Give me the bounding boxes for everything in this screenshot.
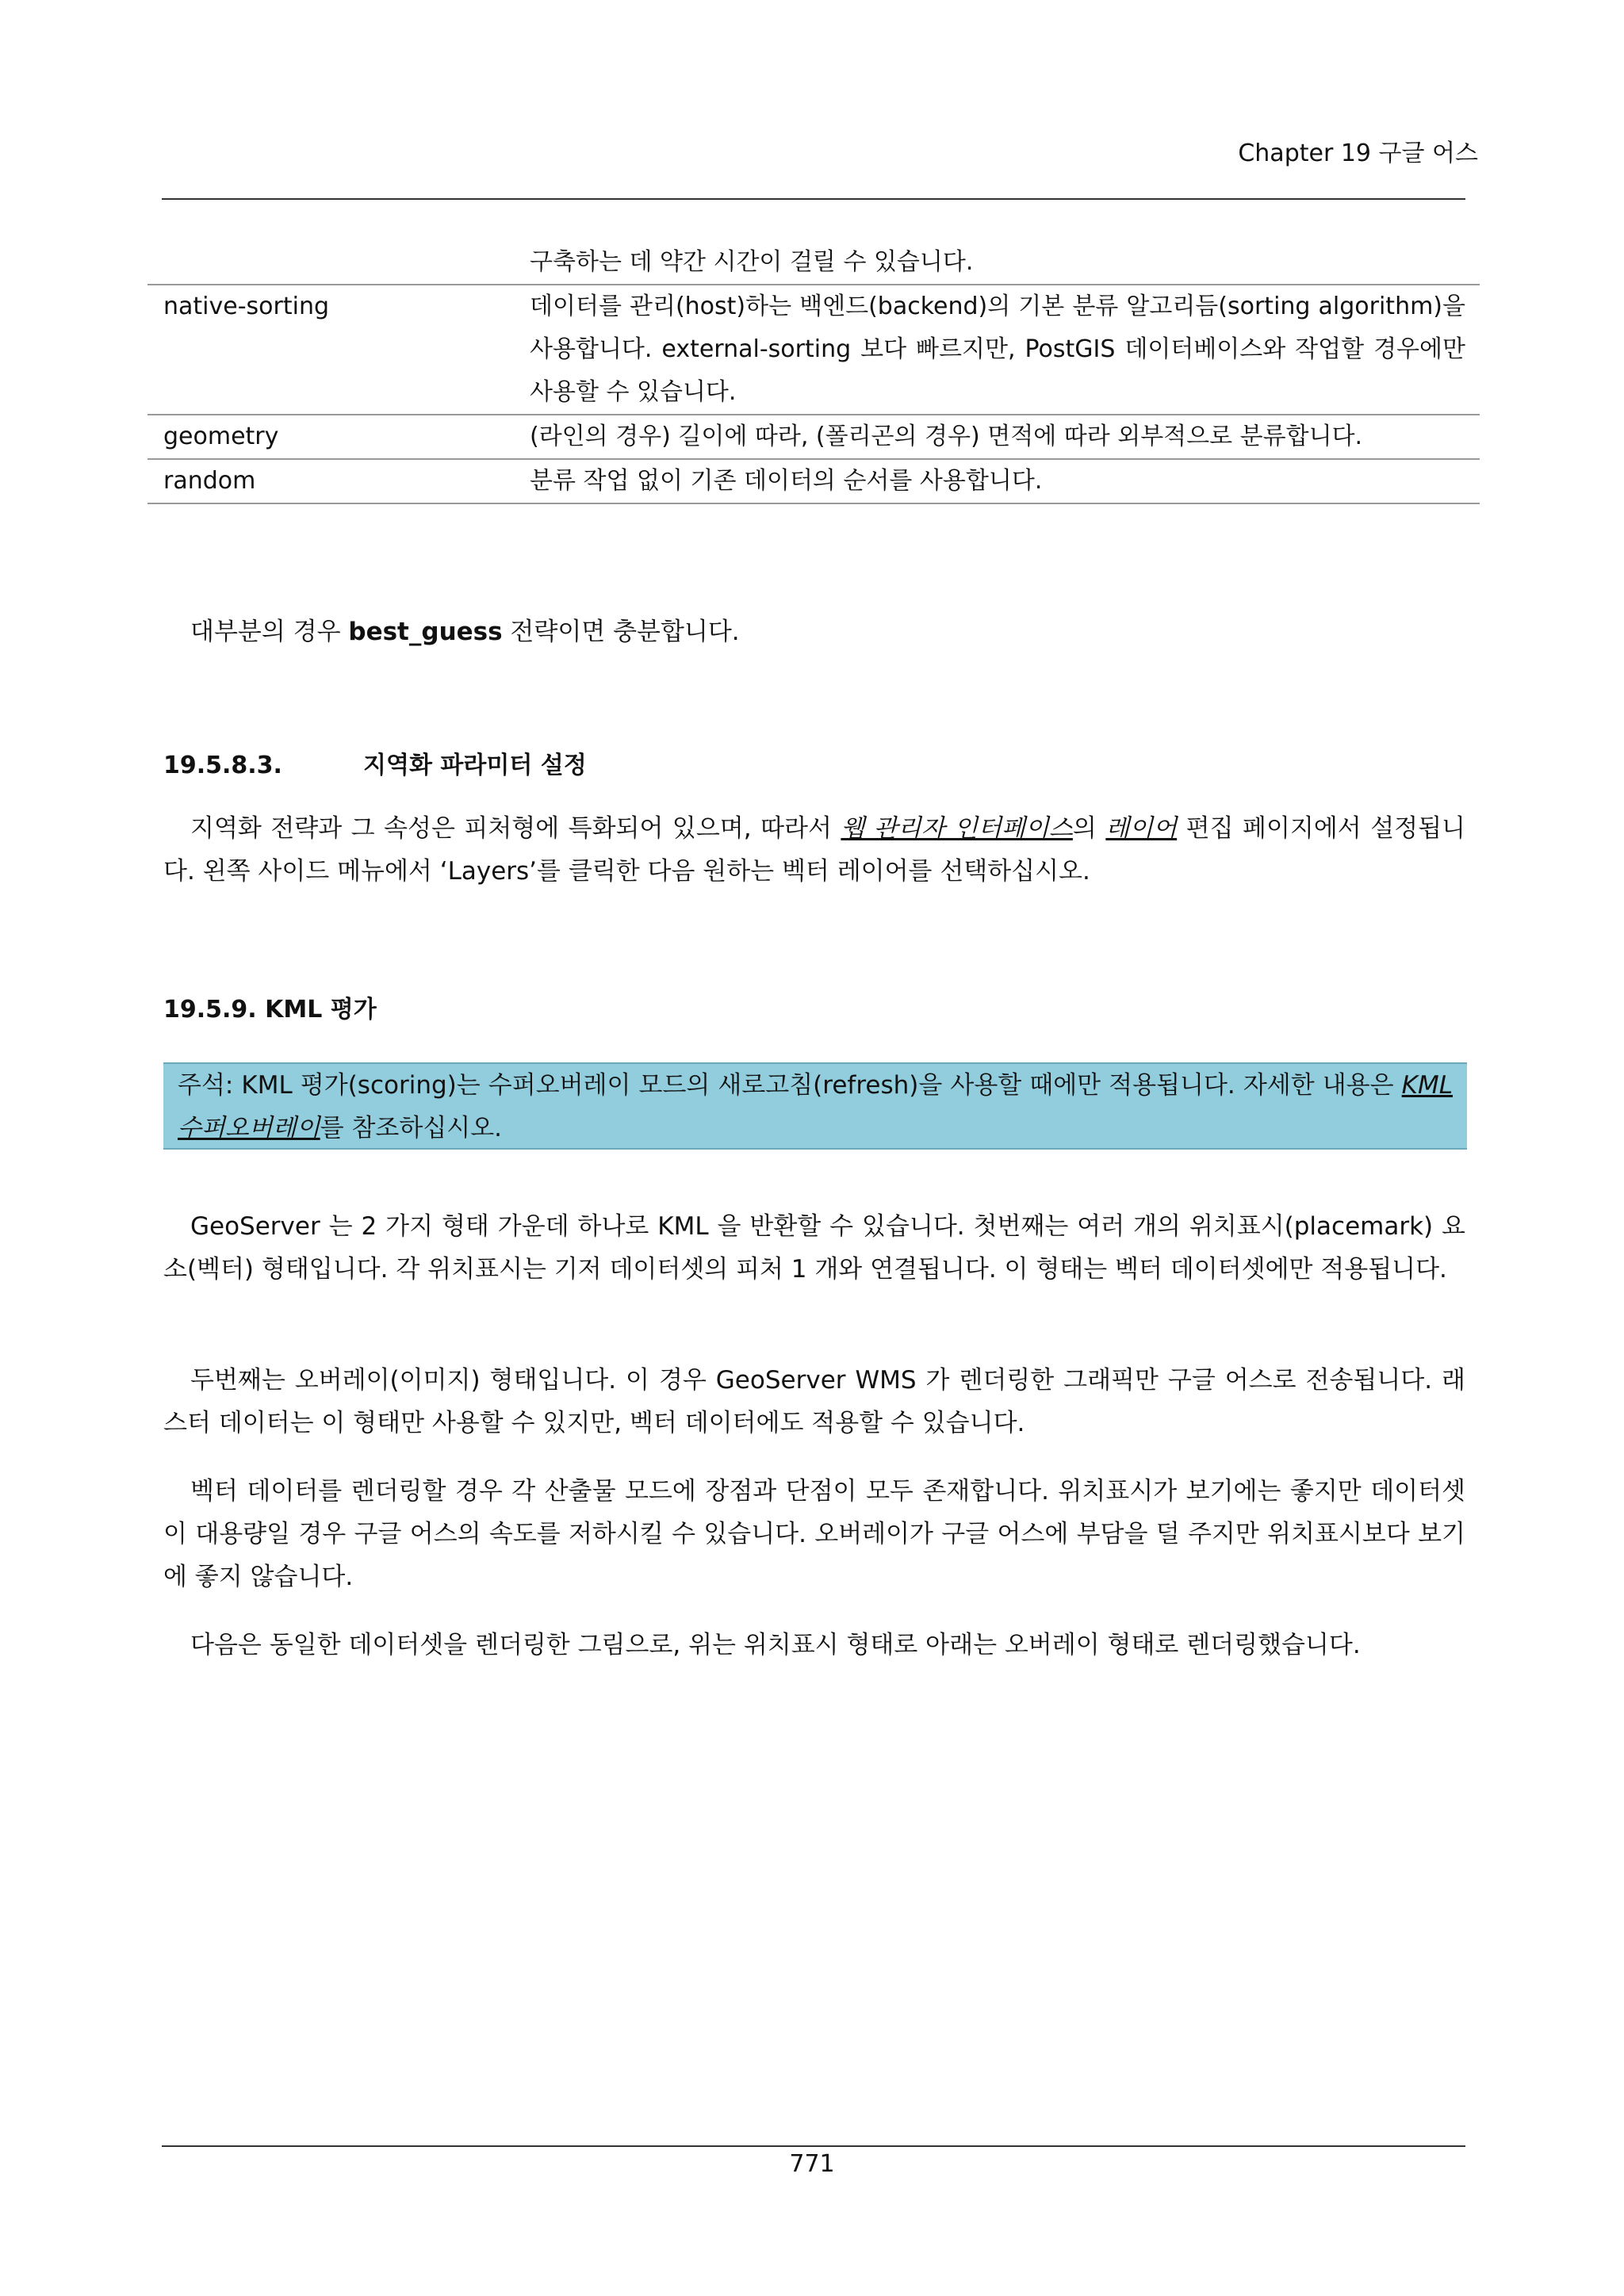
table-cell-desc: 데이터를 관리(host)하는 백엔드(backend)의 기본 분류 알고리듬(sorting algorithm)을 사용합니다. external-sorting 보다 빠르지만, PostGIS 데이터베이스와 작업할 경우에만 사용할 수 있습니다. bbox=[530, 293, 1465, 406]
table-cell-key: geometry bbox=[163, 423, 279, 450]
note-box: 주석: KML 평가(scoring)는 수퍼오버레이 모드의 새로고침(refresh)을 사용할 때에만 적용됩니다. 자세한 내용은 KML 수퍼오버레이를 참조하십시오. bbox=[163, 1062, 1467, 1150]
link-layers[interactable]: 레이어 bbox=[1105, 814, 1178, 843]
paragraph: 벡터 데이터를 렌더링할 경우 각 산출물 모드에 장점과 단점이 모두 존재합니다. 위치표시가 보기에는 좋지만 데이터셋이 대용량일 경우 구글 어스의 속도를 저하시킬 수 있습니다. 오버레이가 구글 어스에 부담을 덜 주지만 위치표시보다 보기에 좋지 않습니다. bbox=[163, 1477, 1465, 1591]
paragraph: 두번째는 오버레이(이미지) 형태입니다. 이 경우 GeoServer WMS 가 렌더링한 그래픽만 구글 어스로 전송됩니다. 래스터 데이터는 이 형태만 사용할 수 있지만, 벡터 데이터에도 적용할 수 있습니다. bbox=[163, 1366, 1465, 1437]
page-number: 771 bbox=[789, 2150, 835, 2178]
paragraph-localize: 지역화 전략과 그 속성은 피처형에 특화되어 있으며, 따라서 웹 관리자 인터페이스의 레이어 편집 페이지에서 설정됩니다. 왼쪽 사이드 메뉴에서 ‘Layers’를 클릭한 다음 원하는 벡터 레이어를 선택하십시오. bbox=[163, 814, 1465, 886]
paragraph: 다음은 동일한 데이터셋을 렌더링한 그림으로, 위는 위치표시 형태로 아래는 오버레이 형태로 렌더링했습니다. bbox=[190, 1631, 1361, 1659]
section-heading-1959: 19.5.9. KML 평가 bbox=[163, 996, 377, 1024]
strategy-name: best_guess bbox=[348, 618, 503, 646]
paragraph-best-guess: 대부분의 경우 best_guess 전략이면 충분합니다. bbox=[190, 618, 740, 646]
note-label: 주석: bbox=[178, 1071, 234, 1100]
table-cell-key: random bbox=[163, 467, 256, 495]
table-row bbox=[147, 415, 1480, 460]
section-heading-19583: 19.5.8.3. 지역화 파라미터 설정 bbox=[163, 752, 587, 779]
link-kml-superoverlay[interactable]: KML 수퍼오버레이 bbox=[178, 1071, 1453, 1142]
sorting-table bbox=[147, 241, 1480, 504]
paragraph: GeoServer 는 2 가지 형태 가운데 하나로 KML 을 반환할 수 있습니다. 첫번째는 여러 개의 위치표시(placemark) 요소(벡터) 형태입니다. 각 위치표시는 기저 데이터셋의 피처 1 개와 연결됩니다. 이 형태는 벡터 데이터셋에만 적용됩니다. bbox=[163, 1212, 1465, 1284]
table-row bbox=[147, 285, 1480, 415]
table-row bbox=[147, 241, 1480, 285]
table-cell-desc: 구축하는 데 약간 시간이 걸릴 수 있습니다. bbox=[530, 248, 974, 276]
table-cell-desc: (라인의 경우) 길이에 따라, (폴리곤의 경우) 면적에 따라 외부적으로 분류합니다. bbox=[530, 423, 1363, 450]
link-web-admin[interactable]: 웹 관리자 인터페이스 bbox=[841, 814, 1073, 843]
footer-rule bbox=[162, 2145, 1465, 2147]
table-cell-key: native-sorting bbox=[163, 293, 330, 320]
table-cell-desc: 분류 작업 없이 기존 데이터의 순서를 사용합니다. bbox=[530, 467, 1043, 495]
header-rule bbox=[162, 198, 1465, 200]
table-row bbox=[147, 460, 1480, 504]
page-header: Chapter 19 구글 어스 bbox=[1238, 140, 1478, 167]
